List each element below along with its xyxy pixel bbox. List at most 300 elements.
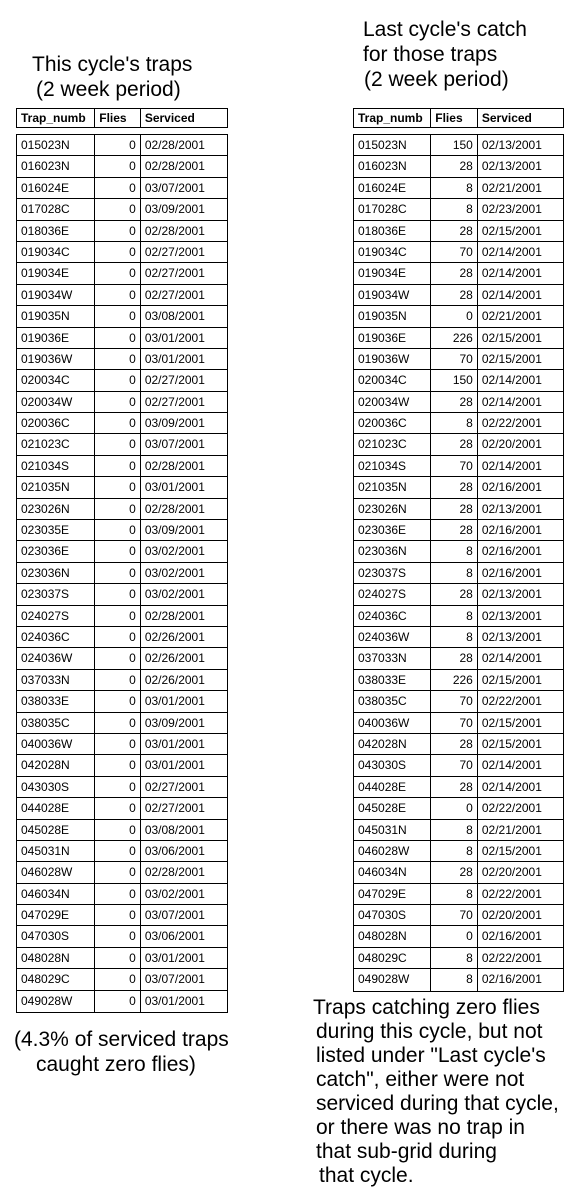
table-row[interactable] [354, 541, 563, 562]
flies-cell: 0 [94, 777, 140, 797]
flies-cell: 8 [430, 178, 477, 198]
trap-number-cell: 018036E [358, 223, 407, 238]
serviced-date-cell: 03/02/2001 [140, 563, 227, 583]
flies-cell: 150 [430, 135, 477, 155]
serviced-date-cell: 02/22/2001 [477, 798, 563, 818]
table-row[interactable] [354, 456, 563, 477]
trap-number-cell: 024036W [21, 651, 73, 666]
table-row[interactable] [354, 820, 563, 841]
flies-cell: 70 [430, 905, 477, 925]
table-row[interactable] [17, 926, 227, 947]
flies-cell: 8 [430, 948, 477, 968]
serviced-date-cell: 03/01/2001 [140, 948, 227, 968]
trap-number-cell: 019034W [21, 287, 73, 302]
column-header-flies[interactable]: Flies [430, 109, 477, 127]
table-row[interactable] [17, 349, 227, 370]
table-row[interactable] [17, 648, 227, 669]
trap-number-cell: 015023N [358, 138, 407, 152]
table-row[interactable] [354, 178, 563, 199]
flies-cell: 0 [94, 606, 140, 626]
table-row[interactable] [17, 541, 227, 562]
table-row[interactable] [354, 156, 563, 177]
table-row[interactable] [354, 905, 563, 926]
serviced-date-cell: 02/15/2001 [477, 734, 563, 754]
table-row[interactable] [17, 584, 227, 605]
serviced-date-cell: 02/27/2001 [140, 798, 227, 818]
table-row[interactable] [17, 242, 227, 263]
trap-number-cell: 048028N [358, 929, 407, 944]
table-body [16, 134, 228, 1013]
table-row[interactable] [354, 349, 563, 370]
flies-cell: 0 [94, 156, 140, 176]
table-row[interactable] [17, 328, 227, 349]
serviced-date-cell: 02/22/2001 [477, 691, 563, 711]
flies-cell: 0 [94, 905, 140, 925]
column-header-trap[interactable]: Trap_numb [358, 111, 423, 125]
trap-number-cell: 019035N [358, 309, 407, 324]
table-row[interactable] [354, 563, 563, 584]
serviced-date-cell: 03/07/2001 [140, 905, 227, 925]
serviced-date-cell: 02/22/2001 [477, 948, 563, 968]
trap-number-cell: 023036N [358, 544, 407, 559]
trap-number-cell: 023037S [21, 587, 70, 602]
table-row[interactable] [17, 263, 227, 284]
trap-number-cell: 019034C [358, 244, 407, 259]
trap-number-cell: 049028W [358, 972, 410, 987]
table-row[interactable] [17, 285, 227, 306]
table-row[interactable] [354, 306, 563, 327]
serviced-date-cell: 02/28/2001 [140, 606, 227, 626]
trap-number-cell: 021034S [21, 458, 70, 473]
flies-cell: 226 [430, 328, 477, 348]
table-row[interactable] [354, 370, 563, 391]
trap-number-cell: 020036C [358, 416, 407, 431]
flies-cell: 8 [430, 606, 477, 626]
trap-number-cell: 043030S [358, 758, 407, 773]
serviced-date-cell: 02/15/2001 [477, 328, 563, 348]
serviced-date-cell: 03/09/2001 [140, 520, 227, 540]
trap-number-cell: 016023N [358, 159, 407, 174]
serviced-date-cell: 03/01/2001 [140, 691, 227, 711]
serviced-date-cell: 02/28/2001 [140, 456, 227, 476]
table-body [353, 134, 564, 992]
serviced-date-cell: 02/27/2001 [140, 370, 227, 390]
serviced-date-cell: 03/01/2001 [140, 477, 227, 497]
trap-number-cell: 042028N [21, 758, 70, 773]
trap-number-cell: 045031N [358, 822, 407, 837]
table-row[interactable] [17, 499, 227, 520]
table-row[interactable] [17, 477, 227, 498]
flies-cell: 0 [94, 199, 140, 219]
table-row[interactable] [17, 798, 227, 819]
serviced-date-cell: 02/16/2001 [477, 477, 563, 497]
trap-number-cell: 019035N [21, 309, 70, 324]
serviced-date-cell: 02/21/2001 [477, 306, 563, 326]
flies-cell: 0 [94, 477, 140, 497]
table-row[interactable] [17, 991, 227, 1012]
serviced-date-cell: 02/14/2001 [477, 263, 563, 283]
table-row[interactable] [354, 499, 563, 520]
table-row[interactable] [354, 798, 563, 819]
serviced-date-cell: 02/16/2001 [477, 926, 563, 946]
flies-cell: 0 [94, 563, 140, 583]
table-row[interactable] [17, 734, 227, 755]
table-row[interactable] [354, 285, 563, 306]
right-heading [363, 17, 527, 92]
table-row[interactable] [354, 413, 563, 434]
trap-number-cell: 020036C [21, 416, 70, 431]
serviced-date-cell: 03/09/2001 [140, 713, 227, 733]
flies-cell: 0 [94, 926, 140, 946]
trap-number-cell: 018036E [21, 223, 70, 238]
serviced-date-cell: 02/26/2001 [140, 627, 227, 647]
flies-cell: 8 [430, 841, 477, 861]
serviced-date-cell: 02/28/2001 [140, 862, 227, 882]
flies-cell: 70 [430, 456, 477, 476]
table-row[interactable] [17, 135, 227, 156]
serviced-date-cell: 02/27/2001 [140, 263, 227, 283]
note-line: caught zero flies) [36, 1053, 196, 1076]
flies-cell: 0 [94, 221, 140, 241]
table-row[interactable] [17, 199, 227, 220]
serviced-date-cell: 02/14/2001 [477, 777, 563, 797]
flies-cell: 8 [430, 884, 477, 904]
trap-number-cell: 017028C [21, 202, 70, 217]
table-row[interactable] [17, 948, 227, 969]
trap-number-cell: 021035N [358, 480, 407, 495]
flies-cell: 8 [430, 627, 477, 647]
table-row[interactable] [17, 777, 227, 798]
trap-number-cell: 019036E [358, 330, 407, 345]
serviced-date-cell: 02/14/2001 [477, 285, 563, 305]
serviced-date-cell: 02/13/2001 [477, 584, 563, 604]
trap-number-cell: 024027S [21, 608, 70, 623]
trap-number-cell: 024036C [358, 608, 407, 623]
table-row[interactable] [354, 948, 563, 969]
flies-cell: 0 [94, 755, 140, 775]
serviced-date-cell: 02/16/2001 [477, 969, 563, 990]
note-line: that sub-grid during [316, 1140, 497, 1163]
serviced-date-cell: 02/20/2001 [477, 434, 563, 454]
flies-cell: 0 [94, 263, 140, 283]
trap-number-cell: 046034N [358, 865, 407, 880]
trap-number-cell: 048029C [21, 972, 70, 987]
flies-cell: 0 [94, 862, 140, 882]
trap-number-cell: 038035C [21, 715, 70, 730]
serviced-date-cell: 02/15/2001 [477, 841, 563, 861]
trap-number-cell: 046028W [21, 865, 73, 880]
serviced-date-cell: 02/22/2001 [477, 413, 563, 433]
flies-cell: 0 [94, 413, 140, 433]
flies-cell: 28 [430, 477, 477, 497]
flies-cell: 70 [430, 755, 477, 775]
flies-cell: 0 [94, 648, 140, 668]
serviced-date-cell: 03/01/2001 [140, 349, 227, 369]
trap-number-cell: 038033E [21, 694, 70, 709]
flies-cell: 0 [94, 670, 140, 690]
trap-number-cell: 017028C [358, 202, 407, 217]
flies-cell: 0 [94, 991, 140, 1012]
trap-number-cell: 047030S [21, 929, 70, 944]
serviced-date-cell: 03/02/2001 [140, 541, 227, 561]
trap-number-cell: 038035C [358, 694, 407, 709]
table-row[interactable] [354, 969, 563, 990]
table-row[interactable] [354, 328, 563, 349]
table-row[interactable] [17, 178, 227, 199]
table-row[interactable] [17, 884, 227, 905]
serviced-date-cell: 02/20/2001 [477, 905, 563, 925]
flies-cell: 0 [94, 392, 140, 412]
trap-number-cell: 019036E [21, 330, 70, 345]
table-row[interactable] [354, 862, 563, 883]
serviced-date-cell: 03/08/2001 [140, 306, 227, 326]
serviced-date-cell: 03/02/2001 [140, 884, 227, 904]
trap-number-cell: 038033E [358, 672, 407, 687]
table-row[interactable] [17, 392, 227, 413]
trap-number-cell: 020034C [358, 373, 407, 388]
serviced-date-cell: 02/27/2001 [140, 392, 227, 412]
table-row[interactable] [354, 392, 563, 413]
serviced-date-cell: 03/06/2001 [140, 841, 227, 861]
column-header-serviced[interactable]: Serviced [477, 109, 563, 127]
note-line: serviced during that cycle, [316, 1092, 559, 1115]
serviced-date-cell: 02/21/2001 [477, 178, 563, 198]
trap-number-cell: 045028E [358, 801, 407, 816]
flies-cell: 0 [94, 627, 140, 647]
flies-cell: 28 [430, 434, 477, 454]
table-row[interactable] [17, 755, 227, 776]
trap-number-cell: 040036W [21, 736, 73, 751]
trap-number-cell: 016024E [21, 180, 70, 195]
flies-cell: 28 [430, 520, 477, 540]
table-row[interactable] [354, 520, 563, 541]
flies-cell: 28 [430, 263, 477, 283]
explanation-note [313, 996, 559, 1188]
note-line: catch", either were not [316, 1068, 525, 1091]
serviced-date-cell: 03/01/2001 [140, 755, 227, 775]
column-header-trap[interactable]: Trap_numb [21, 111, 86, 125]
table-row[interactable] [354, 884, 563, 905]
trap-number-cell: 016023N [21, 159, 70, 174]
flies-cell: 8 [430, 820, 477, 840]
serviced-date-cell: 02/27/2001 [140, 285, 227, 305]
flies-cell: 0 [94, 541, 140, 561]
table-row[interactable] [17, 221, 227, 242]
note-line: (4.3% of serviced traps [14, 1028, 229, 1051]
trap-number-cell: 020034C [21, 373, 70, 388]
serviced-date-cell: 02/26/2001 [140, 670, 227, 690]
trap-number-cell: 046034N [21, 886, 70, 901]
flies-cell: 0 [94, 135, 140, 155]
right-heading-line: (2 week period) [364, 68, 509, 91]
flies-cell: 0 [94, 884, 140, 904]
serviced-date-cell: 02/20/2001 [477, 862, 563, 882]
serviced-date-cell: 03/01/2001 [140, 328, 227, 348]
trap-number-cell: 024027S [358, 587, 407, 602]
table-row[interactable] [17, 862, 227, 883]
trap-number-cell: 037033N [358, 651, 407, 666]
flies-cell: 28 [430, 734, 477, 754]
flies-cell: 0 [94, 328, 140, 348]
flies-cell: 8 [430, 541, 477, 561]
trap-number-cell: 045031N [21, 843, 70, 858]
table-row[interactable] [17, 670, 227, 691]
table-row[interactable] [17, 820, 227, 841]
flies-cell: 70 [430, 349, 477, 369]
trap-number-cell: 048029C [358, 950, 407, 965]
trap-number-cell: 042028N [358, 736, 407, 751]
left-heading [32, 52, 192, 102]
flies-cell: 0 [94, 948, 140, 968]
serviced-date-cell: 03/06/2001 [140, 926, 227, 946]
trap-number-cell: 023026N [358, 501, 407, 516]
flies-cell: 0 [94, 820, 140, 840]
trap-number-cell: 023035E [21, 523, 70, 538]
table-row[interactable] [17, 413, 227, 434]
serviced-date-cell: 03/01/2001 [140, 734, 227, 754]
table-row[interactable] [17, 713, 227, 734]
table-row[interactable] [354, 926, 563, 947]
flies-cell: 28 [430, 156, 477, 176]
flies-cell: 0 [94, 242, 140, 262]
trap-number-cell: 040036W [358, 715, 410, 730]
table-row[interactable] [17, 520, 227, 541]
trap-number-cell: 019036W [21, 351, 73, 366]
note-line: listed under "Last cycle's [316, 1044, 546, 1067]
trap-number-cell: 023026N [21, 501, 70, 516]
table-header [353, 108, 564, 128]
flies-cell: 0 [94, 734, 140, 754]
serviced-date-cell: 02/15/2001 [477, 221, 563, 241]
table-row[interactable] [354, 263, 563, 284]
serviced-date-cell: 03/07/2001 [140, 178, 227, 198]
flies-cell: 8 [430, 199, 477, 219]
flies-cell: 0 [94, 370, 140, 390]
zero-catch-percentage-note [14, 1027, 229, 1077]
serviced-date-cell: 02/13/2001 [477, 156, 563, 176]
trap-number-cell: 021034S [358, 458, 407, 473]
flies-cell: 8 [430, 563, 477, 583]
serviced-date-cell: 03/09/2001 [140, 199, 227, 219]
table-row[interactable] [354, 691, 563, 712]
serviced-date-cell: 03/02/2001 [140, 584, 227, 604]
serviced-date-cell: 02/28/2001 [140, 499, 227, 519]
serviced-date-cell: 02/28/2001 [140, 156, 227, 176]
trap-number-cell: 037033N [21, 672, 70, 687]
serviced-date-cell: 02/26/2001 [140, 648, 227, 668]
table-row[interactable] [17, 563, 227, 584]
trap-number-cell: 020034W [358, 394, 410, 409]
trap-number-cell: 044028E [21, 801, 70, 816]
trap-number-cell: 021035N [21, 480, 70, 495]
table-row[interactable] [354, 648, 563, 669]
serviced-date-cell: 03/01/2001 [140, 991, 227, 1012]
table-row[interactable] [354, 477, 563, 498]
serviced-date-cell: 02/28/2001 [140, 135, 227, 155]
serviced-date-cell: 02/28/2001 [140, 221, 227, 241]
flies-cell: 0 [94, 499, 140, 519]
table-row[interactable] [354, 670, 563, 691]
trap-number-cell: 024036W [358, 629, 410, 644]
table-row[interactable] [17, 156, 227, 177]
serviced-date-cell: 02/13/2001 [477, 135, 563, 155]
serviced-date-cell: 02/14/2001 [477, 370, 563, 390]
flies-cell: 0 [430, 798, 477, 818]
trap-number-cell: 020034W [21, 394, 73, 409]
flies-cell: 0 [94, 969, 140, 989]
flies-cell: 0 [94, 713, 140, 733]
column-header-serviced[interactable]: Serviced [140, 109, 227, 127]
table-row[interactable] [17, 606, 227, 627]
serviced-date-cell: 03/07/2001 [140, 434, 227, 454]
table-row[interactable] [354, 713, 563, 734]
table-row[interactable] [17, 456, 227, 477]
trap-number-cell: 047029E [21, 908, 70, 923]
serviced-date-cell: 02/14/2001 [477, 648, 563, 668]
note-line: or there was no trap in [316, 1116, 525, 1139]
serviced-date-cell: 02/14/2001 [477, 392, 563, 412]
last-cycle-table [353, 108, 564, 992]
flies-cell: 70 [430, 713, 477, 733]
table-row[interactable] [354, 734, 563, 755]
serviced-date-cell: 02/27/2001 [140, 777, 227, 797]
table-row[interactable] [17, 627, 227, 648]
table-row[interactable] [354, 755, 563, 776]
flies-cell: 0 [430, 306, 477, 326]
table-row[interactable] [354, 777, 563, 798]
table-row[interactable] [354, 606, 563, 627]
table-row[interactable] [354, 135, 563, 156]
trap-number-cell: 046028W [358, 843, 410, 858]
serviced-date-cell: 02/13/2001 [477, 499, 563, 519]
table-row[interactable] [17, 434, 227, 455]
serviced-date-cell: 03/09/2001 [140, 413, 227, 433]
table-row[interactable] [354, 584, 563, 605]
table-row[interactable] [17, 841, 227, 862]
trap-number-cell: 049028W [21, 993, 73, 1008]
serviced-date-cell: 02/22/2001 [477, 884, 563, 904]
table-row[interactable] [354, 627, 563, 648]
table-row[interactable] [17, 370, 227, 391]
flies-cell: 0 [94, 285, 140, 305]
column-header-flies[interactable]: Flies [94, 109, 140, 127]
trap-number-cell: 023036N [21, 565, 70, 580]
table-row[interactable] [17, 306, 227, 327]
serviced-date-cell: 02/16/2001 [477, 520, 563, 540]
flies-cell: 28 [430, 584, 477, 604]
table-row[interactable] [17, 691, 227, 712]
serviced-date-cell: 02/15/2001 [477, 670, 563, 690]
table-row[interactable] [354, 221, 563, 242]
trap-number-cell: 047030S [358, 908, 407, 923]
flies-cell: 0 [94, 434, 140, 454]
trap-number-cell: 015023N [21, 138, 70, 152]
note-line: that cycle. [319, 1164, 414, 1187]
table-row[interactable] [354, 841, 563, 862]
flies-cell: 28 [430, 648, 477, 668]
table-row[interactable] [17, 905, 227, 926]
trap-number-cell: 044028E [358, 779, 407, 794]
table-row[interactable] [354, 199, 563, 220]
serviced-date-cell: 02/14/2001 [477, 755, 563, 775]
current-cycle-table [16, 108, 228, 1013]
table-row[interactable] [354, 434, 563, 455]
trap-number-cell: 021023C [21, 437, 70, 452]
flies-cell: 28 [430, 777, 477, 797]
table-row[interactable] [354, 242, 563, 263]
table-row[interactable] [17, 969, 227, 990]
flies-cell: 70 [430, 242, 477, 262]
